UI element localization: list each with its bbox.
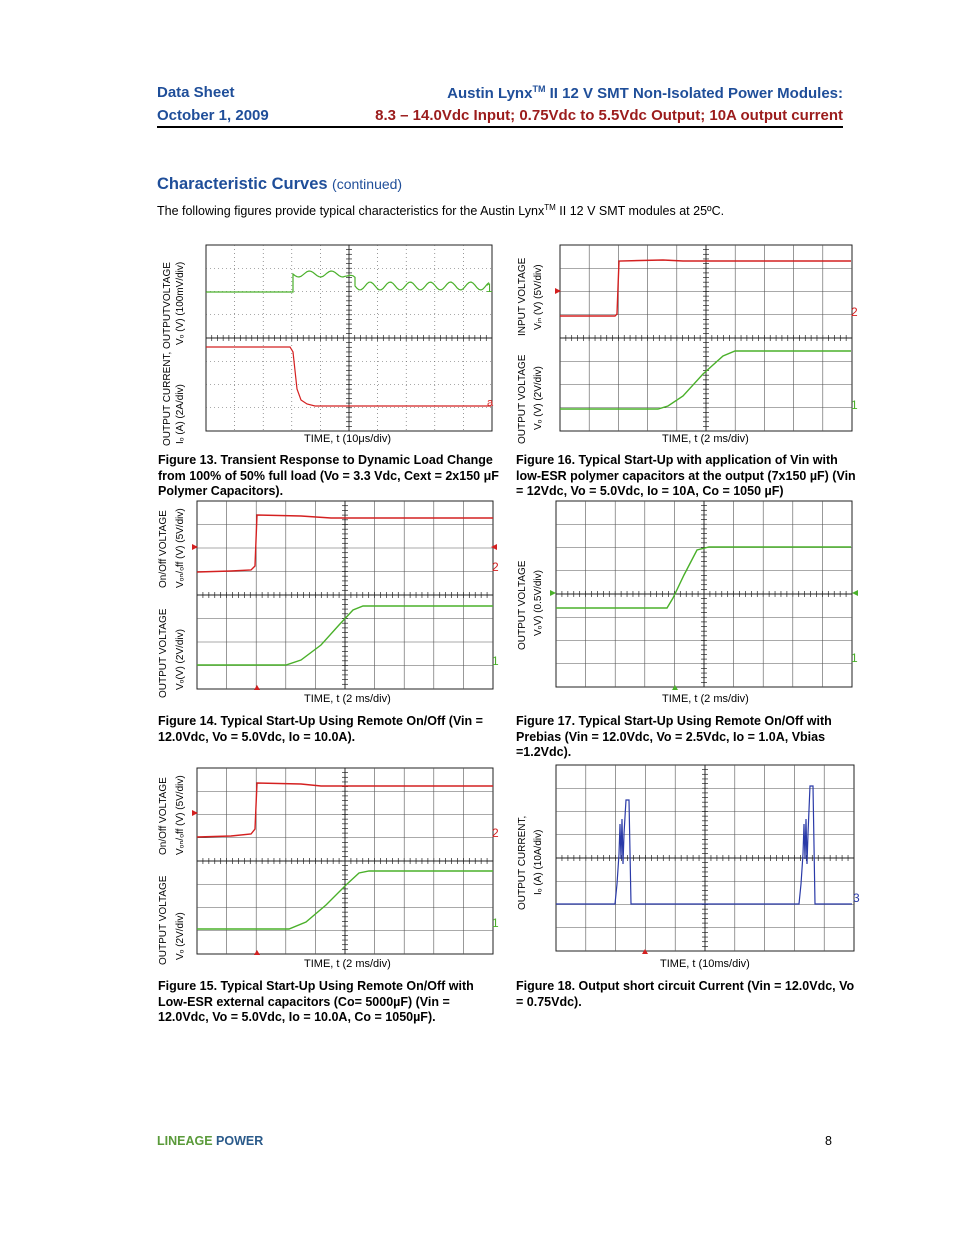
- fig16-marker-2: 2: [851, 305, 858, 319]
- fig14-marker-1: 1: [492, 654, 499, 668]
- fig13-grid: [206, 245, 492, 431]
- fig14-xlabel: TIME, t (2 ms/div): [304, 693, 391, 705]
- fig15-ylabel-bottom-outer: OUTPUT VOLTAGE: [158, 875, 169, 965]
- section-subtitle: (continued): [332, 176, 403, 192]
- header-doc-type: Data Sheet: [157, 84, 235, 101]
- fig15-marker-1: 1: [492, 916, 499, 930]
- fig14-ylabel-top: Vₒₙ/ₒff (V) (5V/div): [175, 508, 186, 588]
- fig13-current-trace: [206, 347, 491, 406]
- fig14-red-ground-marker-right: [491, 544, 497, 550]
- fig17-ylabel-inner: VₒV) (0.5V/div): [533, 569, 544, 636]
- fig16-grid: [560, 245, 852, 431]
- fig16-xlabel: TIME, t (2 ms/div): [662, 433, 749, 445]
- fig18-ylabel-inner: Iₒ (A) (10A/div): [533, 829, 544, 895]
- fig16-caption: Figure 16. Typical Start-Up with application of Vin with low-ESR polymer capacitors at the output (7x150 µF) (Vin = 12Vdc, Vo = 5.0Vdc, Io = 10A, Co = 1050 µF): [516, 453, 856, 498]
- fig14-ylabel-top-outer: On/Off VOLTAGE: [158, 510, 169, 588]
- fig16-scope-plot: [553, 244, 857, 432]
- fig14-caption: Figure 14. Typical Start-Up Using Remote On/Off (Vin = 12.0Vdc, Vo = 5.0Vdc, Io = 10.0A).: [158, 714, 483, 744]
- fig16-ylabel-top: Vᵢₙ (V) (5V/div): [533, 264, 544, 330]
- section-title: Characteristic Curves: [157, 175, 328, 193]
- fig16-ylabel-top-outer: INPUT VOLTAGE: [517, 257, 528, 336]
- header-rule: [157, 126, 843, 128]
- fig15-grid: [197, 768, 493, 954]
- intro-tm: TM: [544, 203, 556, 212]
- fig15-ylabel-top: Vₒₙ/ₒff (V) (5V/div): [175, 775, 186, 855]
- fig15-caption: Figure 15. Typical Start-Up Using Remote On/Off with Low-ESR external capacitors (Co= 5000µF) (Vin = 12.0Vdc, Vo = 5.0Vdc, Io = 10.0A, Co = 1050µF).: [158, 979, 474, 1024]
- section-intro: [157, 203, 724, 218]
- fig14-grid: [197, 501, 493, 689]
- section-heading: [157, 175, 402, 194]
- fig13-ylabel-outer: OUTPUT CURRENT, OUTPUTVOLTAGE: [162, 262, 173, 446]
- header-tm: TM: [532, 84, 546, 94]
- fig17-caption: Figure 17. Typical Start-Up Using Remote On/Off with Prebias (Vin = 12.0Vdc, Vo = 2.5Vdc, Io = 1.0A, Vbias =1.2Vdc).: [516, 714, 832, 759]
- fig17-marker-1: 1: [851, 651, 858, 665]
- fig15-ylabel-bottom: Vₒ (2V/div): [175, 912, 186, 960]
- fig18-marker-3: 3: [853, 891, 860, 905]
- fig17-ground-marker-right: [852, 590, 858, 596]
- intro-text-a: The following figures provide typical characteristics for the Austin Lynx: [157, 204, 545, 219]
- fig15-xlabel: TIME, t (2 ms/div): [304, 958, 391, 970]
- fig15-ylabel-top-outer: On/Off VOLTAGE: [158, 777, 169, 855]
- header-product-spec: 8.3 – 14.0Vdc Input; 0.75Vdc to 5.5Vdc Output; 10A output current: [375, 107, 843, 124]
- footer-brand-lineage: LINEAGE: [157, 1134, 213, 1148]
- fig18-xlabel: TIME, t (10ms/div): [660, 958, 750, 970]
- page-number: 8: [825, 1134, 832, 1148]
- fig13-marker-a: a: [487, 397, 494, 409]
- fig14-marker-2: 2: [492, 560, 499, 574]
- fig18-caption: Figure 18. Output short circuit Current (Vin = 12.0Vdc, Vo = 0.75Vdc).: [516, 979, 855, 1009]
- fig16-ylabel-bottom-outer: OUTPUT VOLTAGE: [517, 354, 528, 444]
- footer-brand: [157, 1134, 263, 1148]
- fig14-trigger-marker: [254, 685, 260, 690]
- intro-text-b: II 12 V SMT modules at 25ºC.: [555, 204, 725, 219]
- fig13-ylabel-bottom: Iₒ (A) (2A/div): [175, 384, 186, 444]
- fig14-scope-plot: [191, 500, 499, 692]
- fig13-voltage-trace: [206, 271, 489, 292]
- header-product-title: [447, 84, 843, 102]
- fig17-ylabel-outer: OUTPUT VOLTAGE: [517, 560, 528, 650]
- fig16-marker-1: 1: [851, 398, 858, 412]
- header-date: October 1, 2009: [157, 107, 269, 124]
- footer-brand-power: POWER: [212, 1134, 264, 1148]
- fig13-scope-plot: [205, 244, 493, 432]
- fig15-trigger-marker: [254, 950, 260, 955]
- fig13-marker-1: 1: [486, 281, 493, 295]
- fig14-ylabel-bottom: Vₒ(V) (2V/div): [175, 628, 186, 690]
- fig18-ylabel-outer: OUTPUT CURRENT,: [517, 815, 528, 910]
- fig13-caption: Figure 13. Transient Response to Dynamic Load Change from 100% of 50% full load (Vo = 3.3 Vdc, Cext = 2x150 μF Polymer Capacitors).: [158, 453, 499, 498]
- fig17-xlabel: TIME, t (2 ms/div): [662, 693, 749, 705]
- fig13-ylabel-top: Vₒ (V) (100mV/div): [175, 261, 186, 345]
- fig18-scope-plot: [549, 764, 861, 956]
- fig18-output-current-trace: [556, 786, 852, 904]
- fig15-scope-plot: [191, 767, 499, 957]
- header-product-name: Austin Lynx: [447, 85, 533, 102]
- fig15-marker-2: 2: [492, 826, 499, 840]
- header-product-rest: II 12 V SMT Non-Isolated Power Modules:: [545, 85, 843, 102]
- fig17-scope-plot: [549, 500, 859, 692]
- fig13-xlabel: TIME, t (10μs/div): [304, 433, 392, 445]
- fig16-ylabel-bottom: Vₒ (V) (2V/div): [533, 366, 544, 430]
- fig17-grid: [556, 501, 852, 687]
- fig17-ground-marker-left: [550, 590, 556, 596]
- fig14-ylabel-bottom-outer: OUTPUT VOLTAGE: [158, 608, 169, 698]
